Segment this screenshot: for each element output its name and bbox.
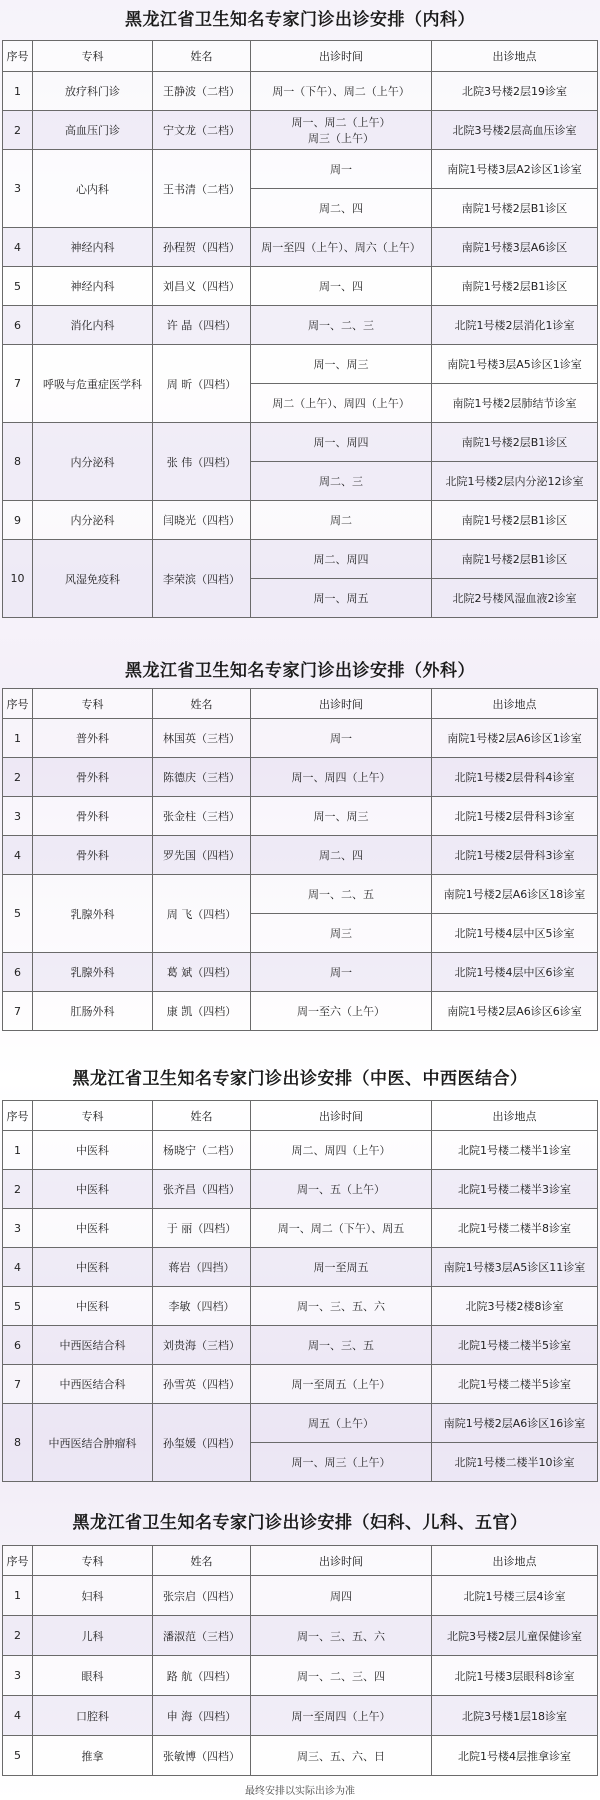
clinic-time: 周一、周二（下午）、周五: [251, 1209, 432, 1248]
clinic-location: 北院1号楼4层中区5诊室: [432, 914, 598, 953]
section-title: 黑龙江省卫生知名专家门诊出诊安排（中医、中西医结合）: [72, 1069, 528, 1089]
clinic-location: 北院3号楼2层儿童保健诊室: [432, 1616, 598, 1656]
row-number: 3: [3, 150, 33, 228]
clinic-time: 周一、周三: [251, 345, 432, 384]
clinic-location: 北院2号楼风湿血液2诊室: [432, 579, 598, 618]
clinic-time: 周一至四（上午）、周六（上午）: [251, 228, 432, 267]
table-row: [3, 758, 598, 797]
doctor-name: 于 丽（四档）: [153, 1209, 251, 1248]
section-title: 黑龙江省卫生知名专家门诊出诊安排（外科）: [125, 661, 475, 681]
clinic-time: 周一、五（上午）: [251, 1170, 432, 1209]
doctor-name: 刘昌义（四档）: [153, 267, 251, 306]
table-row: [3, 992, 598, 1031]
department: 口腔科: [33, 1696, 153, 1736]
section-title: 黑龙江省卫生知名专家门诊出诊安排（妇科、儿科、五官）: [72, 1513, 528, 1533]
column-header: 专科: [33, 1546, 153, 1576]
row-number: 2: [3, 1170, 33, 1209]
clinic-location: 南院1号楼2层B1诊区: [432, 189, 598, 228]
clinic-location: 北院1号楼4层推拿诊室: [432, 1736, 598, 1776]
clinic-location: 南院1号楼2层肺结节诊室: [432, 384, 598, 423]
table-row: [3, 1326, 598, 1365]
table-header: [3, 41, 598, 72]
row-number: 2: [3, 758, 33, 797]
clinic-time: 周一、二、三、四: [251, 1656, 432, 1696]
table-row: [3, 1365, 598, 1404]
row-number: 7: [3, 1365, 33, 1404]
table-row: [3, 111, 598, 150]
column-header: 姓名: [153, 41, 251, 72]
clinic-location: 南院1号楼2层B1诊区: [432, 501, 598, 540]
department: 中医科: [33, 1287, 153, 1326]
department: 眼科: [33, 1656, 153, 1696]
department: 肛肠外科: [33, 992, 153, 1031]
header-row: [3, 41, 598, 72]
row-number: 3: [3, 797, 33, 836]
doctor-name: 林国英（三档）: [153, 719, 251, 758]
doctor-name: 许 晶（四档）: [153, 306, 251, 345]
department: 心内科: [33, 150, 153, 228]
clinic-location: 南院1号楼3层A5诊区11诊室: [432, 1248, 598, 1287]
column-header: 出诊时间: [251, 689, 432, 719]
table-row: [3, 875, 598, 914]
table-row: [3, 719, 598, 758]
doctor-name: 路 航（四档）: [153, 1656, 251, 1696]
clinic-time: 周二、三: [251, 462, 432, 501]
clinic-time: 周一（下午）、周二（上午）: [251, 72, 432, 111]
clinic-location: 北院1号楼3层眼科8诊室: [432, 1656, 598, 1696]
table-row: [3, 345, 598, 384]
row-number: 3: [3, 1209, 33, 1248]
table-row: [3, 267, 598, 306]
clinic-time: 周一、周三（上午）: [251, 1443, 432, 1482]
table-row: [3, 1248, 598, 1287]
department: 骨外科: [33, 797, 153, 836]
clinic-location: 北院3号楼2楼8诊室: [432, 1287, 598, 1326]
doctor-name: 孙程贺（四档）: [153, 228, 251, 267]
department: 普外科: [33, 719, 153, 758]
doctor-name: 蒋岩（四挡）: [153, 1248, 251, 1287]
clinic-time: 周二（上午）、周四（上午）: [251, 384, 432, 423]
clinic-time: 周一、三、五、六: [251, 1287, 432, 1326]
clinic-location: 北院3号楼2层高血压诊室: [432, 111, 598, 150]
clinic-time: 周一至周四（上午）: [251, 1696, 432, 1736]
table-row: [3, 836, 598, 875]
schedule-table: [2, 40, 598, 618]
doctor-name: 申 海（四档）: [153, 1696, 251, 1736]
table-row: [3, 150, 598, 189]
clinic-location: 南院1号楼3层A5诊区1诊室: [432, 345, 598, 384]
clinic-location: 北院1号楼2层骨科3诊室: [432, 836, 598, 875]
doctor-name: 闫晓光（四档）: [153, 501, 251, 540]
table-row: [3, 1696, 598, 1736]
clinic-time: 周一: [251, 150, 432, 189]
doctor-name: 张敏博（四档）: [153, 1736, 251, 1776]
clinic-location: 南院1号楼2层B1诊区: [432, 267, 598, 306]
doctor-name: 王书清（二档）: [153, 150, 251, 228]
schedule-table: [2, 688, 598, 1031]
doctor-name: 张 伟（四档）: [153, 423, 251, 501]
doctor-name: 周 飞（四档）: [153, 875, 251, 953]
doctor-name: 李敏（四档）: [153, 1287, 251, 1326]
department: 中西医结合科: [33, 1326, 153, 1365]
clinic-time: 周一、二、三: [251, 306, 432, 345]
doctor-name: 张金柱（三档）: [153, 797, 251, 836]
department: 放疗科门诊: [33, 72, 153, 111]
clinic-location: 北院1号楼2层骨科3诊室: [432, 797, 598, 836]
column-header: 出诊时间: [251, 1546, 432, 1576]
clinic-time: 周一、周二（上午） 周三（上午）: [251, 111, 432, 150]
column-header: 出诊地点: [432, 1101, 598, 1131]
department: 神经内科: [33, 267, 153, 306]
clinic-location: 北院1号楼二楼半5诊室: [432, 1326, 598, 1365]
doctor-name: 杨晓宁（二档）: [153, 1131, 251, 1170]
clinic-time: 周一、三、五: [251, 1326, 432, 1365]
department: 中医科: [33, 1248, 153, 1287]
department: 推拿: [33, 1736, 153, 1776]
department: 妇科: [33, 1576, 153, 1616]
column-header: 出诊时间: [251, 41, 432, 72]
doctor-name: 周 昕（四档）: [153, 345, 251, 423]
header-row: [3, 1101, 598, 1131]
department: 神经内科: [33, 228, 153, 267]
clinic-time: 周一: [251, 953, 432, 992]
column-header: 序号: [3, 41, 33, 72]
doctor-name: 张宗启（四档）: [153, 1576, 251, 1616]
clinic-time: 周一、周四（上午）: [251, 758, 432, 797]
doctor-name: 王静波（二档）: [153, 72, 251, 111]
table-header: [3, 1546, 598, 1576]
department: 内分泌科: [33, 501, 153, 540]
clinic-location: 南院1号楼2层A6诊区6诊室: [432, 992, 598, 1031]
row-number: 10: [3, 540, 33, 618]
clinic-location: 北院1号楼2层内分泌12诊室: [432, 462, 598, 501]
clinic-location: 北院1号楼2层消化1诊室: [432, 306, 598, 345]
clinic-location: 北院1号楼4层中区6诊室: [432, 953, 598, 992]
clinic-time: 周二、四: [251, 189, 432, 228]
doctor-name: 张齐昌（四档）: [153, 1170, 251, 1209]
department: 内分泌科: [33, 423, 153, 501]
table-row: [3, 1170, 598, 1209]
department: 消化内科: [33, 306, 153, 345]
row-number: 1: [3, 719, 33, 758]
clinic-time: 周四: [251, 1576, 432, 1616]
clinic-time: 周五（上午）: [251, 1404, 432, 1443]
row-number: 3: [3, 1656, 33, 1696]
department: 高血压门诊: [33, 111, 153, 150]
clinic-location: 北院1号楼二楼半1诊室: [432, 1131, 598, 1170]
table-row: [3, 1576, 598, 1616]
table-row: [3, 1736, 598, 1776]
table-row: [3, 1287, 598, 1326]
table-header: [3, 689, 598, 719]
row-number: 6: [3, 1326, 33, 1365]
department: 骨外科: [33, 758, 153, 797]
table-row: [3, 1131, 598, 1170]
footer-note: 最终安排以实际出诊为准: [245, 1786, 355, 1797]
department: 呼吸与危重症医学科: [33, 345, 153, 423]
doctor-name: 李荣滨（四档）: [153, 540, 251, 618]
row-number: 4: [3, 836, 33, 875]
column-header: 姓名: [153, 1546, 251, 1576]
column-header: 姓名: [153, 689, 251, 719]
clinic-time: 周一、四: [251, 267, 432, 306]
doctor-name: 孙玺媛（四档）: [153, 1404, 251, 1482]
schedule-table: [2, 1100, 598, 1482]
table-row: [3, 1616, 598, 1656]
row-number: 4: [3, 1696, 33, 1736]
department: 骨外科: [33, 836, 153, 875]
department: 中西医结合肿瘤科: [33, 1404, 153, 1482]
department: 乳腺外科: [33, 875, 153, 953]
column-header: 姓名: [153, 1101, 251, 1131]
column-header: 出诊地点: [432, 689, 598, 719]
clinic-location: 南院1号楼2层B1诊区: [432, 540, 598, 579]
row-number: 1: [3, 1131, 33, 1170]
doctor-name: 潘淑范（三档）: [153, 1616, 251, 1656]
clinic-location: 北院1号楼二楼半10诊室: [432, 1443, 598, 1482]
column-header: 专科: [33, 1101, 153, 1131]
clinic-time: 周二、周四（上午）: [251, 1131, 432, 1170]
column-header: 序号: [3, 1546, 33, 1576]
clinic-location: 南院1号楼2层B1诊区: [432, 423, 598, 462]
clinic-time: 周二: [251, 501, 432, 540]
clinic-location: 南院1号楼2层A6诊区1诊室: [432, 719, 598, 758]
clinic-time: 周二、四: [251, 836, 432, 875]
table-row: [3, 953, 598, 992]
department: 中医科: [33, 1209, 153, 1248]
clinic-time: 周三、五、六、日: [251, 1736, 432, 1776]
table-row: [3, 540, 598, 579]
clinic-location: 南院1号楼3层A2诊区1诊室: [432, 150, 598, 189]
clinic-location: 北院1号楼2层骨科4诊室: [432, 758, 598, 797]
header-row: [3, 1546, 598, 1576]
department: 儿科: [33, 1616, 153, 1656]
clinic-time: 周三: [251, 914, 432, 953]
row-number: 7: [3, 992, 33, 1031]
column-header: 出诊地点: [432, 1546, 598, 1576]
department: 中医科: [33, 1131, 153, 1170]
row-number: 5: [3, 1287, 33, 1326]
table-row: [3, 1656, 598, 1696]
row-number: 2: [3, 1616, 33, 1656]
table-row: [3, 423, 598, 462]
column-header: 序号: [3, 689, 33, 719]
row-number: 6: [3, 953, 33, 992]
clinic-time: 周一、周三: [251, 797, 432, 836]
clinic-time: 周一、周五: [251, 579, 432, 618]
clinic-location: 南院1号楼2层A6诊区18诊室: [432, 875, 598, 914]
row-number: 2: [3, 111, 33, 150]
row-number: 5: [3, 267, 33, 306]
schedule-table: [2, 1545, 598, 1776]
doctor-name: 宁文龙（二档）: [153, 111, 251, 150]
clinic-location: 北院3号楼2层19诊室: [432, 72, 598, 111]
row-number: 6: [3, 306, 33, 345]
row-number: 1: [3, 1576, 33, 1616]
column-header: 序号: [3, 1101, 33, 1131]
table-row: [3, 306, 598, 345]
row-number: 1: [3, 72, 33, 111]
clinic-time: 周一、二、五: [251, 875, 432, 914]
clinic-location: 北院3号楼1层18诊室: [432, 1696, 598, 1736]
clinic-time: 周二、周四: [251, 540, 432, 579]
doctor-name: 罗先国（四档）: [153, 836, 251, 875]
column-header: 出诊地点: [432, 41, 598, 72]
row-number: 8: [3, 1404, 33, 1482]
row-number: 8: [3, 423, 33, 501]
clinic-location: 北院1号楼三层4诊室: [432, 1576, 598, 1616]
clinic-time: 周一、三、五、六: [251, 1616, 432, 1656]
table-row: [3, 501, 598, 540]
row-number: 5: [3, 1736, 33, 1776]
section-title: 黑龙江省卫生知名专家门诊出诊安排（内科）: [125, 10, 475, 30]
clinic-time: 周一至六（上午）: [251, 992, 432, 1031]
department: 乳腺外科: [33, 953, 153, 992]
department: 中西医结合科: [33, 1365, 153, 1404]
doctor-name: 陈德庆（三档）: [153, 758, 251, 797]
clinic-time: 周一: [251, 719, 432, 758]
column-header: 专科: [33, 41, 153, 72]
table-row: [3, 1209, 598, 1248]
clinic-location: 北院1号楼二楼半5诊室: [432, 1365, 598, 1404]
department: 风湿免疫科: [33, 540, 153, 618]
row-number: 5: [3, 875, 33, 953]
table-row: [3, 1404, 598, 1443]
doctor-name: 康 凯（四档）: [153, 992, 251, 1031]
doctor-name: 葛 斌（四档）: [153, 953, 251, 992]
clinic-time: 周一至周五（上午）: [251, 1365, 432, 1404]
doctor-name: 孙雪英（四档）: [153, 1365, 251, 1404]
table-row: [3, 72, 598, 111]
table-row: [3, 797, 598, 836]
doctor-name: 刘贵海（三档）: [153, 1326, 251, 1365]
row-number: 7: [3, 345, 33, 423]
clinic-time: 周一、周四: [251, 423, 432, 462]
row-number: 9: [3, 501, 33, 540]
table-row: [3, 228, 598, 267]
clinic-location: 南院1号楼3层A6诊区: [432, 228, 598, 267]
department: 中医科: [33, 1170, 153, 1209]
column-header: 专科: [33, 689, 153, 719]
clinic-location: 北院1号楼二楼半3诊室: [432, 1170, 598, 1209]
clinic-location: 南院1号楼2层A6诊区16诊室: [432, 1404, 598, 1443]
clinic-time: 周一至周五: [251, 1248, 432, 1287]
header-row: [3, 689, 598, 719]
clinic-location: 北院1号楼二楼半8诊室: [432, 1209, 598, 1248]
row-number: 4: [3, 228, 33, 267]
table-header: [3, 1101, 598, 1131]
row-number: 4: [3, 1248, 33, 1287]
column-header: 出诊时间: [251, 1101, 432, 1131]
